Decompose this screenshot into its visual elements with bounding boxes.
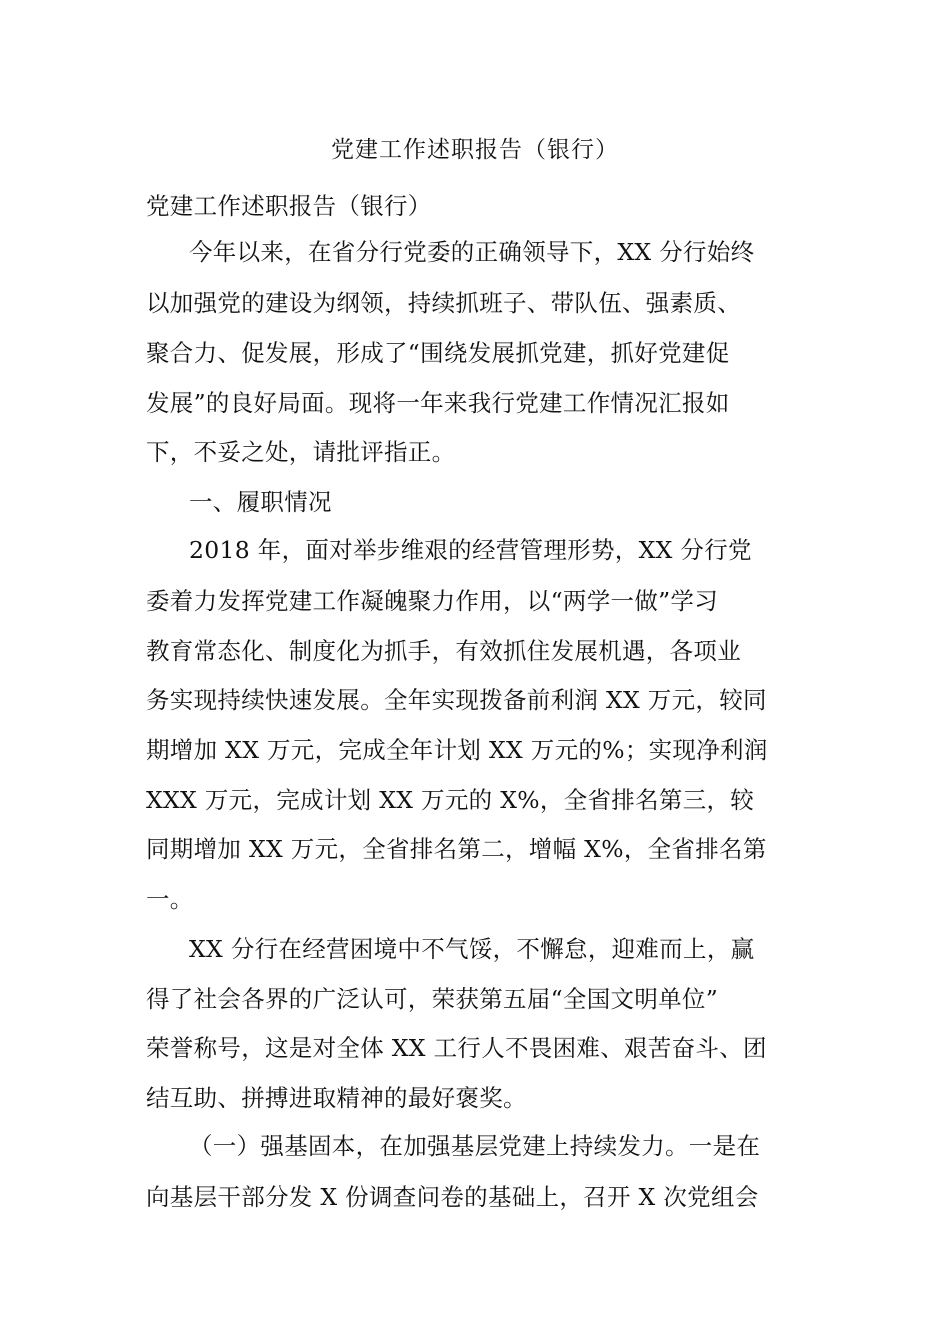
paragraph-line: 今年以来，在省分行党委的正确领导下，XX 分行始终: [189, 238, 755, 266]
paragraph-line: XXX 万元，完成计划 XX 万元的 X%，全省排名第三，较: [146, 786, 755, 814]
paragraph-line: 荣誉称号，这是对全体 XX 工行人不畏困难、艰苦奋斗、团: [146, 1034, 767, 1062]
paragraph-line: 2018 年，面对举步维艰的经营管理形势，XX 分行党: [189, 536, 752, 564]
section-heading: 一、履职情况: [189, 488, 332, 516]
paragraph-line: 以加强党的建设为纲领，持续抓班子、带队伍、强素质、: [146, 289, 741, 317]
paragraph-line: 下，不妥之处，请批评指正。: [146, 438, 456, 466]
paragraph-line: 一。: [146, 885, 194, 913]
document-subtitle: 党建工作述职报告（银行）: [146, 192, 432, 220]
paragraph-line: 向基层干部分发 X 份调查问卷的基础上，召开 X 次党组会: [146, 1183, 759, 1211]
paragraph-line: 发展”的良好局面。现将一年来我行党建工作情况汇报如: [146, 389, 730, 417]
paragraph-line: （一）强基固本，在加强基层党建上持续发力。一是在: [189, 1132, 761, 1160]
paragraph-line: 得了社会各界的广泛认可，荣获第五届“全国文明单位”: [146, 985, 719, 1013]
paragraph-line: 期增加 XX 万元，完成全年计划 XX 万元的%；实现净利润: [146, 736, 768, 764]
paragraph-line: 聚合力、促发展，形成了“围绕发展抓党建，抓好党建促: [146, 339, 730, 367]
document-title: 党建工作述职报告（银行）: [331, 137, 619, 163]
paragraph-line: XX 分行在经营困境中不气馁，不懈怠，迎难而上，赢: [189, 935, 755, 963]
paragraph-line: 结互助、拼搏进取精神的最好褒奖。: [146, 1084, 527, 1112]
paragraph-line: 委着力发挥党建工作凝魄聚力作用，以“两学一做”学习: [146, 587, 719, 615]
paragraph-line: 教育常态化、制度化为抓手，有效抓住发展机遇，各项业: [146, 637, 741, 665]
paragraph-line: 同期增加 XX 万元，全省排名第二，增幅 X%，全省排名第: [146, 835, 767, 863]
paragraph-line: 务实现持续快速发展。全年实现拨备前利润 XX 万元，较同: [146, 686, 767, 714]
